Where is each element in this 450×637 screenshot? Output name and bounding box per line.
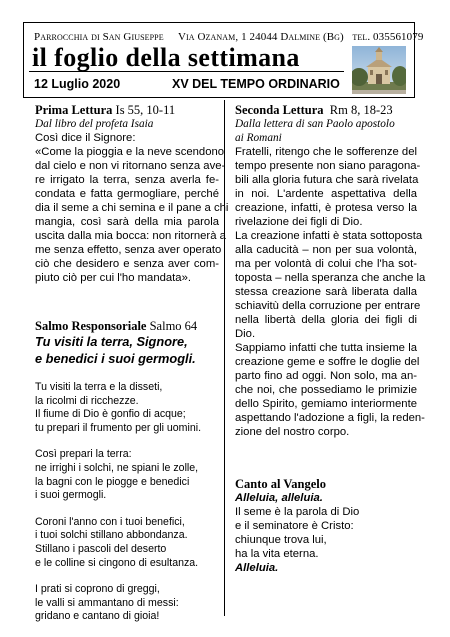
- psalm-line: Così prepari la terra:: [35, 448, 132, 461]
- reading-line: ciò che desidero e senza aver com-: [35, 258, 219, 270]
- canto-line: chiunque trova lui,: [235, 534, 327, 546]
- canto-line: ha la vita eterna.: [235, 548, 319, 560]
- seconda-lettura-ref: Rm 8, 18-23: [329, 103, 393, 117]
- reading-line: nella libertà della gloria dei figli di: [235, 314, 417, 326]
- reading-line: La creazione infatti è stata sottoposta: [235, 230, 423, 242]
- salmo-title: Salmo Responsoriale: [35, 319, 147, 333]
- psalm-line: e le colline si cingono di esultanza.: [35, 556, 199, 569]
- seconda-lettura-source: Dalla lettera di san Paolo apostolo: [235, 118, 395, 130]
- canto-closing: Alleluia.: [235, 562, 279, 574]
- psalm-line: la ricolmi di ricchezze.: [35, 394, 139, 407]
- parish-phone: tel. 035561079: [352, 31, 424, 43]
- reading-line: bili alla gloria futura che sarà rivelata: [235, 174, 419, 186]
- seconda-lettura-source: ai Romani: [235, 132, 282, 144]
- psalm-line: Tu visiti la terra e la disseti,: [35, 381, 163, 393]
- reading-line: dal cielo e non vi ritornano senza ave-: [35, 160, 226, 172]
- salmo-response: e benedici i suoi germogli.: [35, 351, 196, 366]
- prima-lettura-heading: [35, 103, 219, 117]
- reading-line: Così dice il Signore:: [35, 132, 136, 144]
- psalm-line: Coroni l'anno con i tuoi benefici,: [35, 515, 185, 528]
- reading-line: parto fino ad oggi. Non solo, ma an-: [235, 370, 417, 382]
- salmo-response: Tu visiti la terra, Signore,: [35, 334, 188, 349]
- reading-line: «Come la pioggia e la neve scendono: [35, 146, 225, 158]
- psalm-text: [35, 381, 219, 624]
- parish-name: Parrocchia di San Giuseppe: [34, 31, 164, 43]
- reading-line: Sappiamo infatti che tutta insieme la: [235, 342, 417, 354]
- psalm-line: Stillano i pascoli del deserto: [35, 542, 167, 555]
- reading-line: ma per volontà di colui che l'ha sot-: [235, 258, 417, 270]
- reading-line: alla caducità – non per sua volontà,: [235, 244, 417, 256]
- canto-title: Canto al Vangelo: [235, 477, 326, 491]
- left-column: [35, 103, 229, 624]
- prima-lettura-title: Prima Lettura: [35, 103, 113, 117]
- reading-line: re irrigato la terra, senza averla fe-: [35, 174, 219, 186]
- column-divider: [224, 100, 225, 616]
- reading-line: creazione geme e soffre le doglie del: [235, 356, 420, 368]
- issue-date: 12 Luglio 2020: [34, 77, 121, 91]
- reading-line: condata e fatta germogliare, perché: [35, 188, 219, 200]
- reading-line: creazione, infatti, è protesa verso la: [235, 202, 417, 214]
- reading-line: aspettando l'adozione a figli, la reden-: [235, 412, 425, 424]
- reading-line: Fratelli, ritengo che le sofferenze del: [235, 146, 417, 158]
- reading-line: rivelazione dei figli di Dio.: [235, 216, 363, 228]
- reading-line: schiavitù della corruzione per entrare: [235, 300, 421, 312]
- canto-heading: [235, 477, 417, 491]
- psalm-line: i tuoi solchi stillano abbondanza.: [35, 529, 188, 542]
- reading-line: dello Spirito, gemiamo interiormente: [235, 398, 417, 410]
- reading-line: dia il seme a chi semina e il pane a chi: [35, 202, 229, 214]
- salmo-heading: [35, 319, 219, 333]
- reading-line: stessa creazione sarà liberata dalla: [235, 286, 417, 298]
- psalm-line: le valli si ammantano di messi:: [35, 596, 179, 609]
- psalm-line: ne irrighi i solchi, ne spiani le zolle,: [35, 461, 199, 474]
- parish-address: Via Ozanam, 1 24044 Dalmine (Bg): [177, 31, 344, 43]
- liturgical-sunday: XV DEL TEMPO ORDINARIO: [172, 77, 340, 91]
- reading-line: tempo presente non siano paragona-: [235, 160, 421, 172]
- psalm-line: tu prepari il frumento per gli uomini.: [35, 421, 202, 434]
- reading-line: Dio.: [235, 328, 256, 340]
- salmo-ref: Salmo 64: [149, 319, 198, 333]
- canto-line: Il seme è la parola di Dio: [235, 506, 360, 518]
- masthead-rule: [29, 71, 344, 72]
- reading-line: che noi, che possediamo le primizie: [235, 384, 417, 396]
- church-photo: [352, 46, 406, 94]
- reading-line: piuto ciò per cui l'ho mandata».: [35, 272, 192, 284]
- psalm-line: i suoi germogli.: [35, 489, 107, 502]
- seconda-lettura-heading: [235, 103, 417, 117]
- reading-line: in noi. L'ardente aspettativa della: [235, 188, 417, 200]
- prima-lettura-source: Dal libro del profeta Isaia: [35, 118, 154, 130]
- reading-line: zione del nostro corpo.: [235, 426, 350, 438]
- reading-line: toposta – nella speranza che anche la: [235, 272, 426, 284]
- reading-line: me senza effetto, senza aver operato: [35, 244, 222, 256]
- psalm-line: gridano e cantano di gioia!: [35, 610, 160, 623]
- canto-alleluia: Alleluia, alleluia.: [235, 492, 323, 504]
- right-column: [235, 103, 426, 575]
- prima-lettura-ref: Is 55, 10-11: [115, 103, 176, 117]
- reading-line: uscita dalla mia bocca: non ritornerà a: [35, 230, 226, 242]
- canto-line: e il seminatore è Cristo:: [235, 520, 354, 532]
- psalm-line: la bagni con le piogge e benedici: [35, 475, 190, 488]
- masthead-title: il foglio della settimana: [32, 43, 300, 72]
- reading-line: mangia, così sarà della mia parola: [35, 216, 219, 228]
- header-contact-line: [34, 31, 423, 43]
- seconda-lettura-title: Seconda Lettura: [235, 103, 324, 117]
- psalm-line: Il fiume di Dio è gonfio di acque;: [35, 408, 186, 421]
- psalm-line: I prati si coprono di greggi,: [35, 583, 160, 596]
